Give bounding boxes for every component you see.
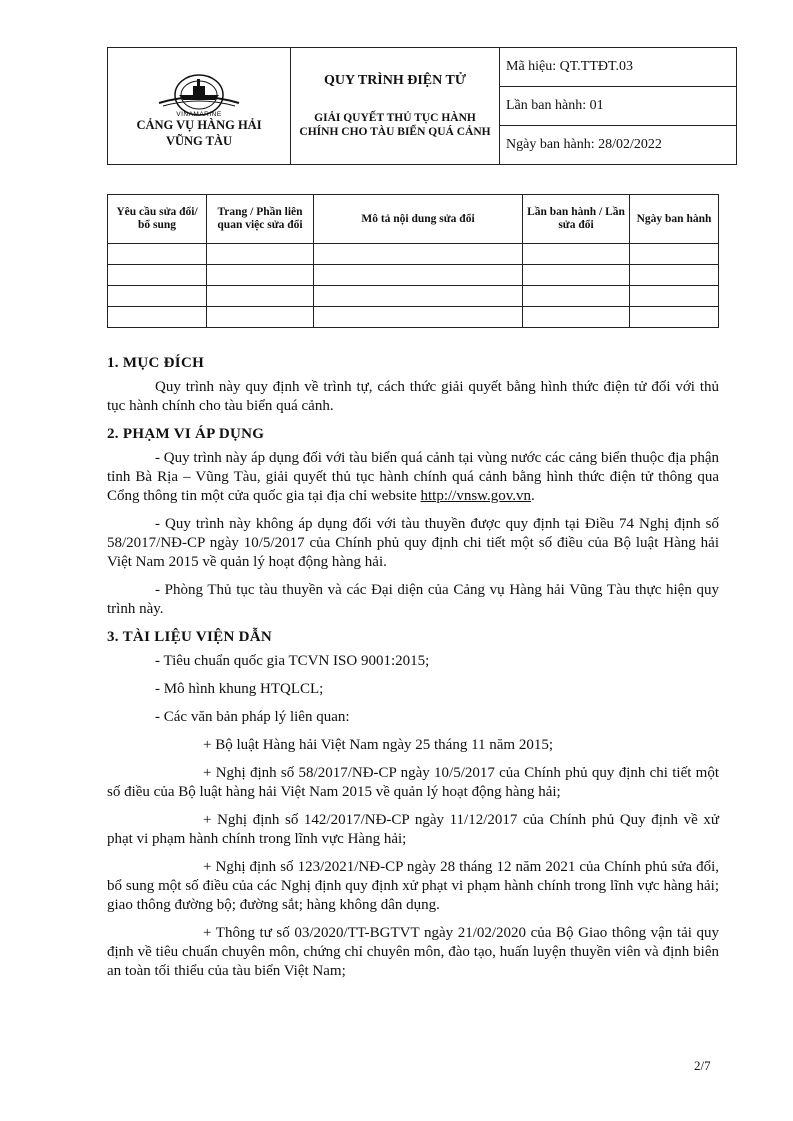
paragraph: + Nghị định số 58/2017/NĐ-CP ngày 10/5/2017 của Chính phủ quy định chi tiết một số điều của Bộ luật hàng hải Việt Nam 2015 về quản lý hoạt động hàng hải;: [107, 765, 719, 800]
paragraph: - Mô hình khung HTQLCL;: [155, 681, 324, 697]
section-heading-purpose: 1. MỤC ĐÍCH: [107, 355, 205, 371]
logo-wordmark: VINAMARINE: [176, 111, 222, 117]
table-row: [108, 244, 719, 265]
rev-header-section: Trang / Phần liên quan việc sửa đổi: [207, 195, 314, 244]
rev-header-description: Mô tả nội dung sửa đổi: [314, 195, 523, 244]
section-heading-references: 3. TÀI LIỆU VIỆN DẪN: [107, 629, 273, 645]
paragraph: + Bộ luật Hàng hải Việt Nam ngày 25 tháng 11 năm 2015;: [203, 737, 554, 753]
revision-table: [107, 194, 719, 328]
rev-header-request: Yêu cầu sửa đổi/ bổ sung: [108, 195, 207, 244]
table-row: [108, 307, 719, 328]
paragraph: [107, 449, 719, 506]
paragraph: + Nghị định số 123/2021/NĐ-CP ngày 28 tháng 12 năm 2021 của Chính phủ sửa đổi, bổ sung một số điều của các Nghị định quy định xử phạt vi phạm hành chính trong lĩnh vực hàng hải; giao thông đường bộ; đường sắt; hàng không dân dụng.: [107, 859, 719, 913]
paragraph-text: - Quy trình này áp dụng đối với tàu biển quá cảnh tại vùng nước các cảng biển thuộc địa phận tỉnh Bà Rịa – Vũng Tàu, giải quyết thủ tục hành chính quá cảnh bằng hình thức điện tử thông qua Cổng thông tin một cửa quốc gia tại địa chỉ website: [107, 450, 719, 504]
paragraph-end: .: [531, 488, 535, 504]
table-row: [108, 286, 719, 307]
document-header: [107, 47, 737, 165]
vnsw-link[interactable]: http://vnsw.gov.vn: [420, 488, 532, 504]
org-name-line2: VŨNG TÀU: [165, 134, 233, 148]
issue-number: Lần ban hành: 01: [500, 87, 737, 126]
paragraph: + Thông tư số 03/2020/TT-BGTVT ngày 21/02/2020 của Bộ Giao thông vận tải quy định về tiêu chuẩn chuyên môn, chứng chỉ chuyên môn, đào tạo, huấn luyện thuyền viên và định biên an toàn tối thiểu của tàu biển Việt Nam;: [107, 925, 719, 979]
paragraph: + Nghị định số 142/2017/NĐ-CP ngày 11/12/2017 của Chính phủ Quy định về xử phạt vi phạm hành chính trong lĩnh vực Hàng hải;: [107, 812, 719, 847]
doc-title-line2: CHÍNH CHO TÀU BIỂN QUÁ CẢNH: [299, 126, 491, 138]
org-name-line1: CẢNG VỤ HÀNG HẢI: [136, 118, 262, 132]
paragraph: - Phòng Thủ tục tàu thuyền và các Đại diện của Cảng vụ Hàng hải Vũng Tàu thực hiện quy trình này.: [107, 582, 719, 617]
section-heading-scope: 2. PHẠM VI ÁP DỤNG: [107, 426, 265, 442]
doc-code: Mã hiệu: QT.TTĐT.03: [500, 48, 737, 87]
title-cell: [291, 48, 500, 165]
rev-header-revision: Lần ban hành / Lần sửa đổi: [523, 195, 630, 244]
paragraph: Quy trình này quy định về trình tự, cách thức giải quyết bằng hình thức điện tử đối với thủ tục hành chính cho tàu biển quá cảnh.: [107, 379, 719, 414]
paragraph: - Các văn bản pháp lý liên quan:: [155, 709, 350, 725]
document-body: [107, 354, 719, 990]
paragraph: - Tiêu chuẩn quốc gia TCVN ISO 9001:2015;: [155, 653, 430, 669]
doc-type: QUY TRÌNH ĐIỆN TỬ: [324, 73, 466, 88]
table-row: [108, 265, 719, 286]
doc-title-line1: GIẢI QUYẾT THỦ TỤC HÀNH: [314, 112, 476, 124]
paragraph: - Quy trình này không áp dụng đối với tàu thuyền được quy định tại Điều 74 Nghị định số 58/2017/NĐ-CP ngày 10/5/2017 của Chính phủ quy định chi tiết một số điều của Bộ luật Hàng hải Việt Nam 2015 về quản lý hoạt động hàng hải.: [107, 516, 719, 570]
organization-cell: [108, 48, 291, 165]
issue-date: Ngày ban hành: 28/02/2022: [500, 126, 737, 165]
vinamarine-logo-icon: [157, 69, 241, 117]
rev-header-date: Ngày ban hành: [630, 195, 719, 244]
page-number: 2/7: [694, 1058, 711, 1073]
